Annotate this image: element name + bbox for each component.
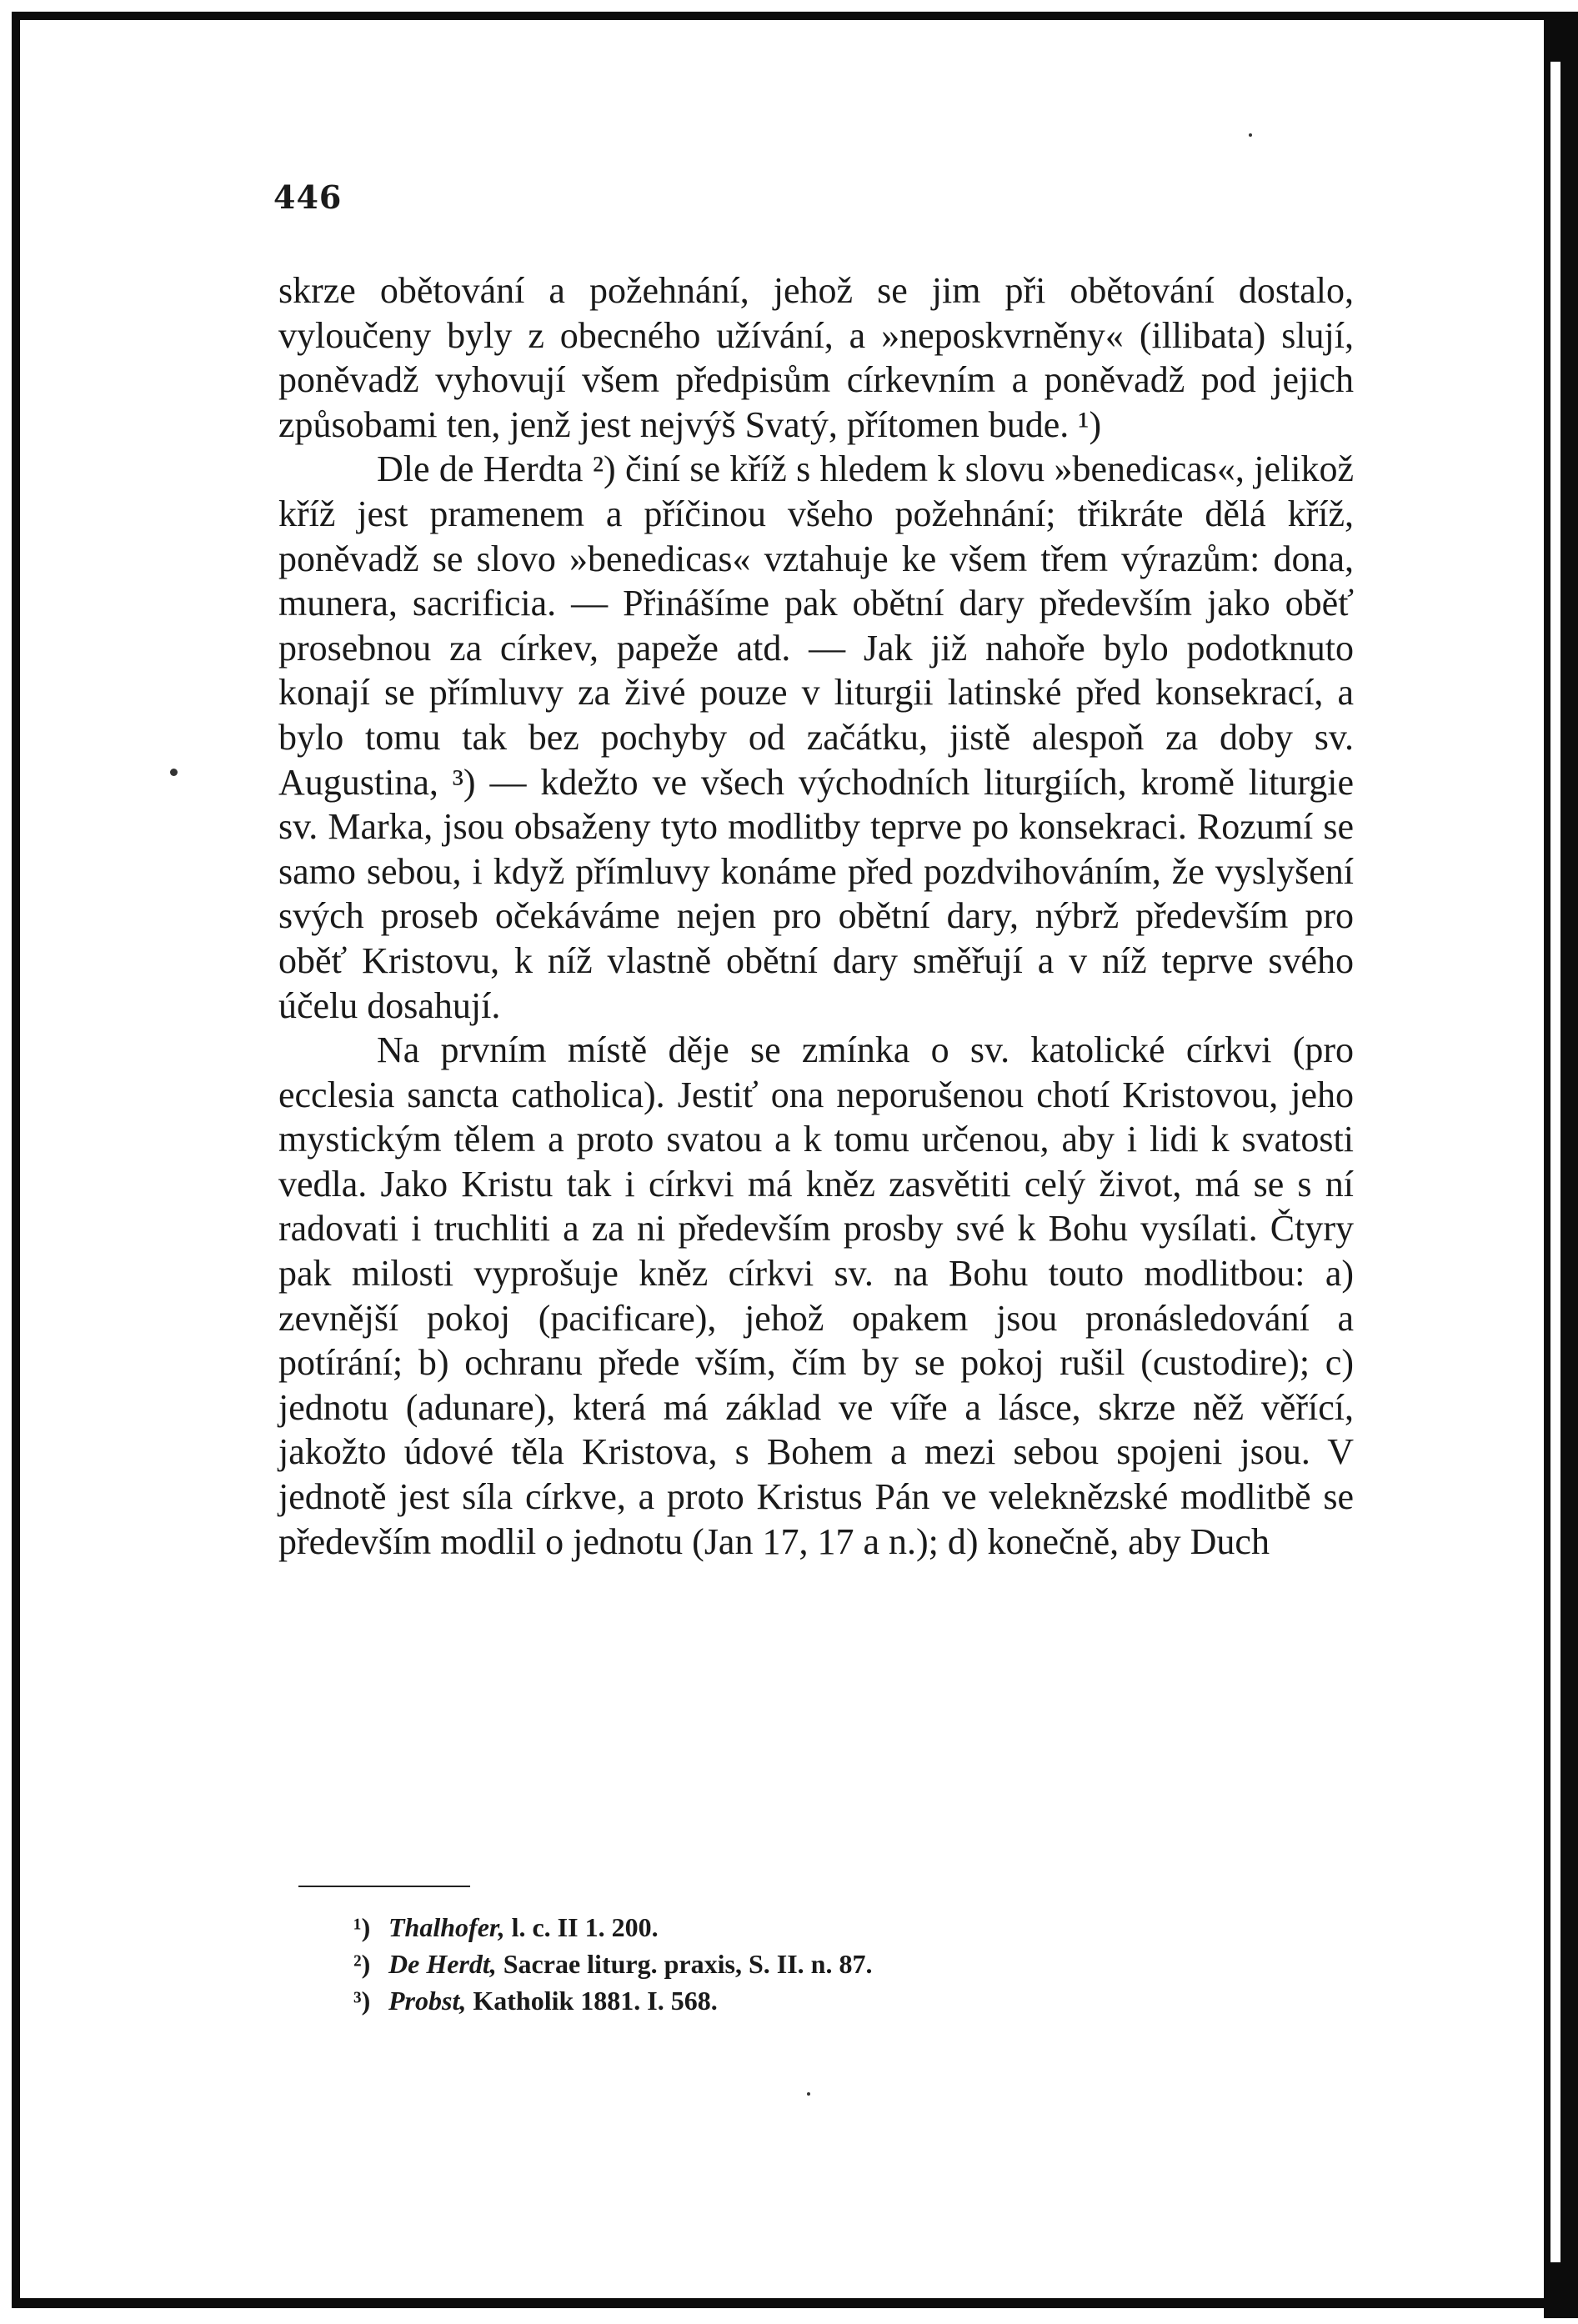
footnote bbox=[353, 1982, 1299, 2019]
footnote-number: ¹) bbox=[353, 1912, 371, 1942]
footnote bbox=[353, 1909, 1299, 1946]
footnote-number: ³) bbox=[353, 1986, 371, 2016]
paragraph: skrze obětování a požehnání, jehož se jim při obětování dostalo, vyloučeny byly z obecného užívání, a »neposkvrněny« (illibata) slují, poněvadž vyhovují všem předpisům církevním a poněvadž pod jejich způsobami ten, jenž jest nejvýš Svatý, přítomen bude. ¹) bbox=[278, 270, 1354, 445]
footnote-author: Probst, bbox=[388, 1986, 467, 2016]
paragraph: Dle de Herdta ²) činí se kříž s hledem k slovu »benedicas«, jelikož kříž jest pramenem a příčinou všeho požehnání; třikráte dělá kříž, poněvadž se slovo »benedicas« vztahuje ke všem třem výrazům: dona, munera, sacrificia. — Přinášíme pak obětní dary především jako oběť prosebnou za církev, papeže atd. — Jak již nahoře bylo podotknuto konají se přímluvy za živé pouze v liturgii latinské před konsekrací, a bylo tomu tak bez pochyby od začátku, jistě alespoň za doby sv. Augustina, ³) — kdežto ve všech východních liturgiích, kromě liturgie sv. Marka, jsou obsaženy tyto modlitby teprve po konsekraci. Rozumí se samo sebou, i když přímluvy konáme před pozdvihováním, že vyslyšení svých proseb očekáváme nejen pro obětní dary, nýbrž především pro oběť Kristovu, k níž vlastně obětní dary směřují a v níž teprve svého účelu dosahují. bbox=[278, 448, 1354, 1026]
scan-speck bbox=[170, 769, 178, 776]
scan-edge-strip bbox=[1550, 62, 1560, 2262]
footnote-number: ²) bbox=[353, 1949, 371, 1979]
footnotes bbox=[353, 1909, 1299, 2019]
scan-speck bbox=[1249, 133, 1252, 137]
footnote-text: Sacrae liturg. praxis, S. II. n. 87. bbox=[503, 1949, 873, 1979]
scan-right-edge bbox=[1544, 12, 1578, 2318]
footnote-author: Thalhofer, bbox=[388, 1912, 505, 1942]
scan-speck bbox=[807, 2092, 810, 2096]
footnote-author: De Herdt, bbox=[388, 1949, 497, 1979]
body-text bbox=[278, 268, 1354, 1564]
paragraph: Na prvním místě děje se zmínka o sv. katolické církvi (pro ecclesia sancta catholica). Jestiť ona neporušenou chotí Kristovou, jeho mystickým tělem a proto svatou a k tomu určenou, aby i lidi k svatosti vedla. Jako Kristu tak i církvi má kněz zasvětiti celý život, má se s ní radovati i truchliti a za ni především prosby své k Bohu vysílati. Čtyry pak milosti vyprošuje kněz církvi sv. na Bohu touto modlitbou: a) zevnější pokoj (pacificare), jehož opakem jsou pronásledování a potírání; b) ochranu přede vším, čím by se pokoj rušil (custodire); c) jednotu (adunare), která má základ ve víře a lásce, skrze něž věřící, jakožto údové těla Kristova, s Bohem a mezi sebou spojeni jsou. V jednotě jest síla církve, a proto Kristus Pán ve veleknězské modlitbě se především modlil o jednotu (Jan 17, 17 a n.); d) konečně, aby Duch bbox=[278, 1029, 1354, 1562]
footnote-text: l. c. II 1. 200. bbox=[511, 1912, 659, 1942]
footnote-text: Katholik 1881. I. 568. bbox=[473, 1986, 718, 2016]
page-number: 446 bbox=[273, 178, 343, 216]
footnote bbox=[353, 1946, 1299, 1982]
footnote-separator bbox=[298, 1886, 470, 1887]
